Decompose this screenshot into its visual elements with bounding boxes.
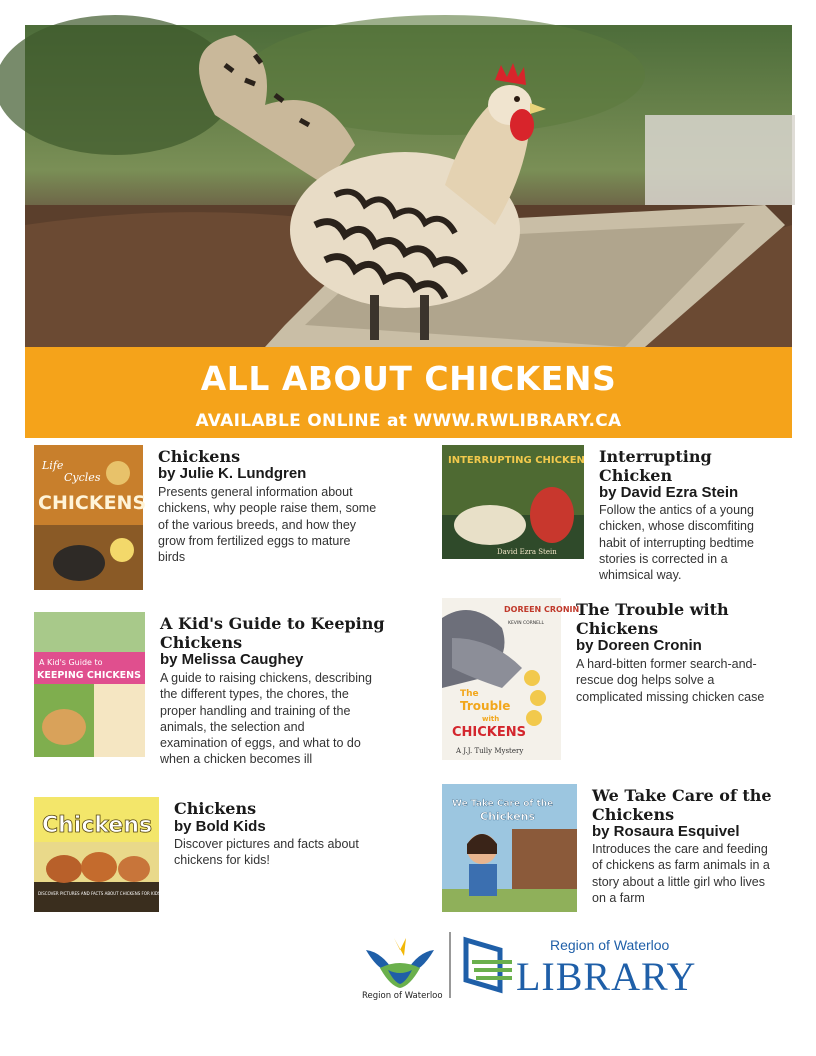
cover-text: KEEPING CHICKENS (37, 670, 141, 681)
library-logo-icon (466, 940, 512, 990)
book-description: Presents general information about chickens, why people raise them, some of the various breeds, and how they grow from fertilized eggs to mature birds (158, 485, 377, 565)
cover-text: Chickens (480, 810, 536, 823)
hero-photo (25, 25, 792, 347)
page-title: ALL ABOUT CHICKENS (200, 359, 617, 398)
book-title[interactable]: We Take Care of the Chickens (592, 786, 772, 824)
book-cover-art (442, 784, 577, 912)
library-logo-subtitle: Region of Waterloo (550, 937, 670, 953)
cover-text: Cycles (64, 471, 101, 484)
book-cover-art (34, 445, 147, 590)
book-title[interactable]: A Kid's Guide to Keeping Chickens (160, 614, 385, 652)
cover-text: CHICKENS (452, 725, 526, 740)
region-logo-text: Region of Waterloo (362, 991, 443, 1001)
book-author: by Bold Kids (174, 818, 266, 835)
book-title[interactable]: Chickens (158, 447, 241, 466)
book-cover[interactable] (442, 598, 580, 760)
cover-text: KEVIN CORNELL (508, 621, 545, 626)
book-description: Introduces the care and feeding of chickens as farm animals in a story about a little girl who lives on a farm (592, 842, 770, 905)
book-description: A guide to raising chickens, describing the different types, the chores, the proper handling and training of the animals, the selection and examination of eggs, and what to do when a chicken becomes ill (160, 671, 372, 767)
library-logo-text: LIBRARY (516, 954, 697, 999)
cover-text: with (482, 715, 500, 723)
book-cover[interactable] (34, 797, 163, 912)
region-logo-icon (366, 938, 434, 988)
book-cover-art (442, 445, 584, 559)
book-title[interactable]: The Trouble with Chickens (576, 600, 729, 638)
book-author: by David Ezra Stein (599, 484, 739, 501)
book-description: Follow the antics of a young chicken, whose discomfiting habit of interrupting bedtime stories is corrected in a whimsical way. (599, 503, 754, 583)
cover-text: Chickens (42, 813, 153, 838)
book-cover-art (34, 797, 163, 912)
cover-text: Life (42, 459, 64, 472)
book-author: by Julie K. Lundgren (158, 465, 307, 482)
book-author: by Doreen Cronin (576, 637, 702, 654)
cover-text: We Take Care of the (452, 799, 554, 809)
footer-logos (360, 928, 760, 1003)
book-cover[interactable] (34, 445, 147, 590)
cover-text: A Kid's Guide to (39, 658, 103, 667)
cover-text: Trouble (460, 699, 511, 713)
cover-text: David Ezra Stein (497, 548, 557, 556)
book-description: Discover pictures and facts about chickens for kids! (174, 837, 359, 868)
cover-text: DISCOVER PICTURES AND FACTS ABOUT CHICKENS FOR KIDS! (38, 891, 163, 896)
cover-text: A J.J. Tully Mystery (456, 747, 524, 755)
book-cover[interactable] (34, 612, 145, 757)
book-author: by Rosaura Esquivel (592, 823, 740, 840)
book-cover[interactable] (442, 445, 584, 559)
rooster-illustration (25, 25, 792, 347)
title-banner (25, 347, 792, 438)
book-title[interactable]: Chickens (174, 799, 257, 818)
cover-text: DOREEN CRONIN (504, 605, 580, 614)
book-cover-art (34, 612, 145, 757)
banner-subtitle: AVAILABLE ONLINE at WWW.RWLIBRARY.CA (195, 411, 622, 431)
book-cover-art (442, 598, 580, 760)
book-description: A hard-bitten former search-and-rescue dog helps solve a complicated missing chicken case (576, 657, 765, 704)
book-title[interactable]: Interrupting Chicken (599, 447, 712, 485)
book-cover[interactable] (442, 784, 577, 912)
cover-text: The (460, 689, 479, 699)
book-author: by Melissa Caughey (160, 651, 304, 668)
cover-text: INTERRUPTING CHICKEN (448, 455, 585, 466)
cover-text: CHICKENS (38, 492, 147, 514)
logos-svg (360, 928, 760, 1003)
